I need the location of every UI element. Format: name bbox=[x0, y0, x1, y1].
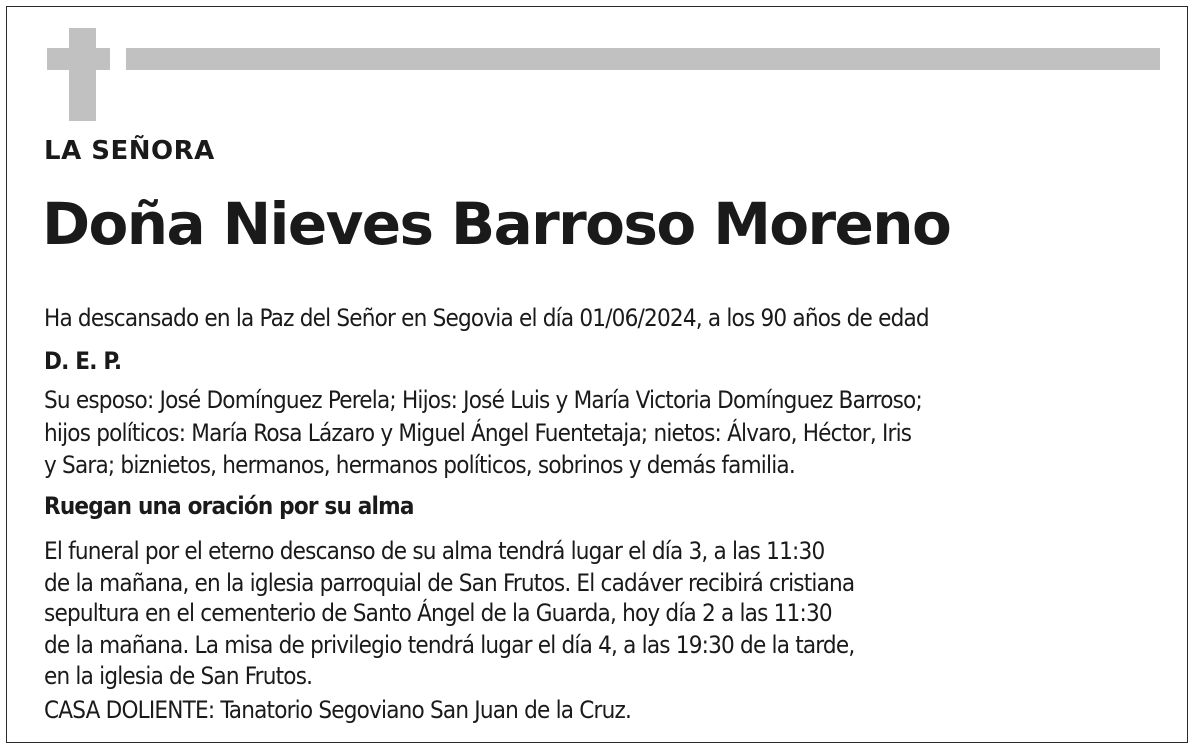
honorific-title: LA SEÑORA bbox=[44, 136, 215, 166]
cross-icon bbox=[69, 28, 96, 121]
cross-icon-arm bbox=[47, 48, 110, 70]
dep-label: D. E. P. bbox=[44, 347, 122, 375]
funeral-line-4: de la mañana. La misa de privilegio tendrá lugar el día 4, a las 19:30 de la tarde, bbox=[44, 631, 855, 659]
prayer-request: Ruegan una oración por su alma bbox=[44, 492, 414, 520]
funeral-line-5: en la iglesia de San Frutos. bbox=[44, 662, 313, 690]
funeral-line-3: sepultura en el cementerio de Santo Ángel de la Guarda, hoy día 2 a las 11:30 bbox=[44, 599, 832, 627]
header-rule bbox=[126, 48, 1160, 70]
casa-doliente: CASA DOLIENTE: Tanatorio Segoviano San Juan de la Cruz. bbox=[44, 696, 632, 724]
deceased-name: Doña Nieves Barroso Moreno bbox=[42, 190, 951, 258]
funeral-line-2: de la mañana, en la iglesia parroquial de San Frutos. El cadáver recibirá cristiana bbox=[44, 569, 855, 597]
death-statement: Ha descansado en la Paz del Señor en Segovia el día 01/06/2024, a los 90 años de edad bbox=[44, 304, 929, 332]
family-line-1: Su esposo: José Domínguez Perela; Hijos: José Luis y María Victoria Domínguez Barroso; bbox=[44, 386, 922, 414]
family-line-2: hijos políticos: María Rosa Lázaro y Miguel Ángel Fuentetaja; nietos: Álvaro, Héctor, Iris bbox=[44, 419, 912, 447]
funeral-line-1: El funeral por el eterno descanso de su alma tendrá lugar el día 3, a las 11:30 bbox=[44, 537, 825, 565]
family-line-3: y Sara; biznietos, hermanos, hermanos políticos, sobrinos y demás familia. bbox=[44, 451, 795, 479]
